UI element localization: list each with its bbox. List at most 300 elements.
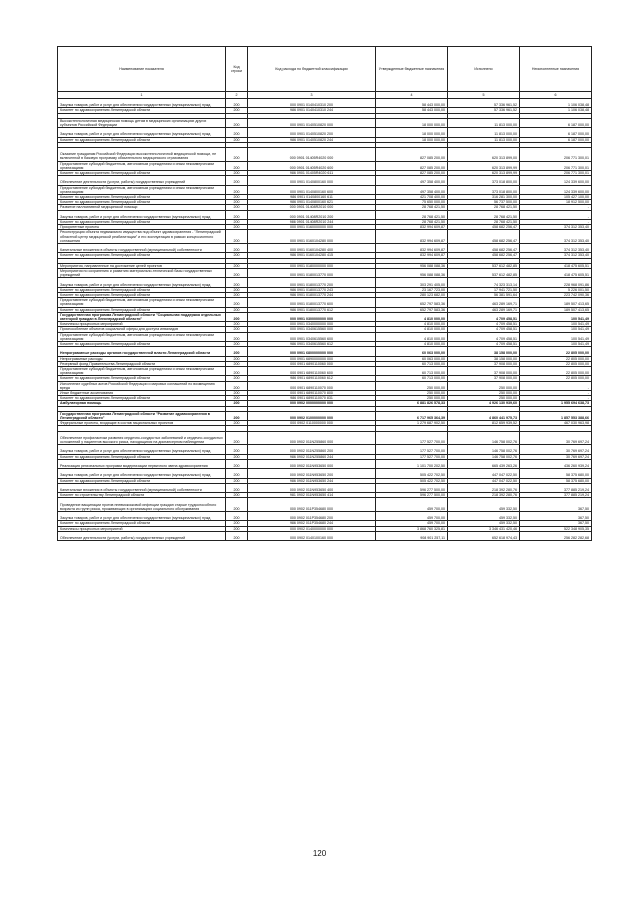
row-executed-amount: 37 908 000,00 (448, 367, 520, 376)
row-unexecuted-amount: 22 805 000,00 (520, 347, 592, 356)
row-line-code: 200 (226, 356, 248, 361)
row-budget-code: 986 0901 0340615560 612 (248, 342, 376, 347)
row-budget-code: 000 0901 0140510820 000 (248, 118, 376, 127)
row-approved-amount: 505 422 702,50 (376, 469, 448, 478)
row-approved-amount: 832 994 609,87 (376, 230, 448, 244)
row-line-code: 200 (226, 263, 248, 268)
row-unexecuted-amount: 256 282 282,68 (520, 531, 592, 540)
row-approved-amount: 303 291 405,00 (376, 278, 448, 287)
row-approved-amount: 4 810 000,00 (376, 312, 448, 321)
page-number: 120 (312, 849, 327, 858)
row-executed-amount: 250 000,00 (448, 396, 520, 401)
row-budget-code: 986 0901 0180013770 244 (248, 292, 376, 297)
row-budget-code: 000 0902 011P354680 000 (248, 498, 376, 512)
column-number: 4 (376, 92, 448, 99)
row-line-code: 200 (226, 268, 248, 277)
row-approved-amount: 250 000,00 (376, 396, 448, 401)
row-line-code: 200 (226, 298, 248, 307)
row-executed-amount: 458 682 256,47 (448, 230, 520, 244)
row-indicator-name: Комитет по здравоохранению Ленинградской области (58, 454, 226, 459)
row-approved-amount: 18 000 000,00 (376, 118, 448, 127)
row-line-code: 200 (226, 498, 248, 512)
row-executed-amount: 17 941 721,50 (448, 287, 520, 292)
row-line-code: 200 (226, 185, 248, 194)
row-budget-code: 000 0901 01405R4020 000 (248, 147, 376, 161)
row-unexecuted-amount: 206 771 300,01 (520, 161, 592, 170)
row-unexecuted-amount: 18 912 500,00 (520, 200, 592, 205)
table-row (58, 200, 592, 205)
column-number: 1 (58, 92, 226, 99)
row-unexecuted-amount: 100 541,49 (520, 332, 592, 341)
row-approved-amount: 58 443 000,00 (376, 108, 448, 113)
row-budget-code: 000 0901 0180013770 600 (248, 298, 376, 307)
row-executed-amount: 316 281 300,00 (448, 194, 520, 199)
row-unexecuted-amount: 374 312 353,40 (520, 230, 592, 244)
table-row (58, 253, 592, 258)
row-line-code: 200 (226, 493, 248, 498)
row-budget-code: 000 0901 01405R4020 600 (248, 161, 376, 170)
row-line-code: 200 (226, 332, 248, 341)
row-executed-amount: 11 813 000,00 (448, 128, 520, 137)
row-unexecuted-amount: - (520, 210, 592, 219)
row-executed-amount: 218 392 280,76 (448, 493, 520, 498)
row-indicator-name: Комитет по здравоохранению Ленинградской области (58, 108, 226, 113)
row-executed-amount: 218 392 280,76 (448, 483, 520, 492)
table-row (58, 381, 592, 390)
row-budget-code: 000 0901 0160104280 400 (248, 243, 376, 252)
table-body (58, 99, 592, 541)
row-indicator-name: Государственная программа Ленинградской области "Развитие здравоохранения в Ленинградской области" (58, 411, 226, 420)
row-indicator-name: Реконструкция объекта недвижимого имущества под объект здравоохранения - "Ленинградский областной центр медицинской реабилитации" и его эксплуатация в рамках концессионного соглашения (58, 230, 226, 244)
row-unexecuted-amount: 418 475 605,51 (520, 263, 592, 268)
row-indicator-name: Комитет по здравоохранению Ленинградской области (58, 292, 226, 297)
table-row (58, 263, 592, 268)
row-approved-amount: 60 713 000,00 (376, 376, 448, 381)
row-indicator-name: Государственная программа Ленинградской области "Социальная поддержка отдельных категорий граждан в Ленинградской области" (58, 312, 226, 321)
row-line-code: 200 (226, 391, 248, 396)
row-indicator-name: Высокотехнологичная медицинская помощь детям в медицинских организациях других субъектов Российской Федерации (58, 118, 226, 127)
row-executed-amount: 28 768 421,50 (448, 210, 520, 219)
table-row (58, 396, 592, 401)
row-budget-code: 000 0901 0160104280 000 (248, 230, 376, 244)
row-line-code: 200 (226, 99, 248, 108)
row-line-code: 200 (226, 342, 248, 347)
row-indicator-name: Закупка товаров, работ и услуг для обеспечения государственных (муниципальных) нужд (58, 278, 226, 287)
row-line-code: 200 (226, 454, 248, 459)
table-row (58, 332, 592, 341)
row-unexecuted-amount: 189 507 413,65 (520, 298, 592, 307)
row-line-code: 200 (226, 381, 248, 390)
row-executed-amount: 459 332,50 (448, 498, 520, 512)
row-approved-amount: 956 088 088,36 (376, 263, 448, 268)
row-indicator-name: Закупка товаров, работ и услуг для обеспечения государственных (муниципальных) нужд (58, 469, 226, 478)
row-unexecuted-amount: 5 226 001,50 (520, 287, 592, 292)
table-row (58, 361, 592, 366)
row-executed-amount: 38 158 000,00 (448, 347, 520, 356)
row-executed-amount: 250 000,00 (448, 391, 520, 396)
table-row (58, 194, 592, 199)
row-line-code: 200 (226, 411, 248, 420)
header-indicator-name: Наименование показателя (58, 47, 226, 92)
row-executed-amount: 459 332,50 (448, 521, 520, 526)
row-indicator-name: Мероприятия, направленные на достижение целей проектов (58, 263, 226, 268)
table-row (58, 367, 592, 376)
row-executed-amount: 37 908 000,00 (448, 376, 520, 381)
table-row (58, 327, 592, 332)
row-executed-amount: 4 709 458,51 (448, 342, 520, 347)
row-approved-amount: 459 700,00 (376, 498, 448, 512)
table-row (58, 483, 592, 492)
row-approved-amount: 177 527 700,00 (376, 431, 448, 445)
row-approved-amount: 832 994 609,87 (376, 243, 448, 252)
header-budget-classification-code: Код расхода по бюджетной классификации (248, 47, 376, 92)
row-executed-amount: 38 158 000,00 (448, 356, 520, 361)
row-line-code: 200 (226, 322, 248, 327)
table-row (58, 478, 592, 483)
row-approved-amount: 1 279 687 902,50 (376, 421, 448, 426)
row-line-code: 200 (226, 292, 248, 297)
row-indicator-name: Предоставление субсидий бюджетным, автономным учреждениям и иным некоммерческим организациям (58, 332, 226, 341)
row-indicator-name: Предоставление субсидий бюджетным, автономным учреждениям и иным некоммерческим организациям (58, 367, 226, 376)
row-indicator-name: Комплексы процессных мероприятий (58, 322, 226, 327)
row-unexecuted-amount: 100 541,49 (520, 342, 592, 347)
row-line-code: 200 (226, 170, 248, 175)
table-row (58, 176, 592, 185)
row-budget-code: 000 0902 011N255860 200 (248, 445, 376, 454)
row-indicator-name: Закупка товаров, работ и услуг для обеспечения государственных (муниципальных) нужд (58, 445, 226, 454)
row-indicator-name: Амбулаторная помощь (58, 401, 226, 406)
row-executed-amount: 57 336 961,52 (448, 99, 520, 108)
row-budget-code: 000 0902 0110000000 000 (248, 421, 376, 426)
row-line-code: 200 (226, 521, 248, 526)
row-approved-amount: 827 085 200,00 (376, 170, 448, 175)
row-unexecuted-amount: 418 475 605,51 (520, 268, 592, 277)
row-indicator-name: Оказание гражданам Российской Федерации высокотехнологичной медицинской помощи, не включенной в базовую программу обязательного медицинского страхования (58, 147, 226, 161)
row-unexecuted-amount: 124 339 600,00 (520, 185, 592, 194)
table-row (58, 108, 592, 113)
row-line-code: 200 (226, 526, 248, 531)
row-indicator-name: Закупка товаров, работ и услуг для обеспечения государственных (муниципальных) нужд (58, 128, 226, 137)
row-budget-code: 000 0901 01408R2010 200 (248, 210, 376, 219)
row-line-code: 200 (226, 312, 248, 321)
row-budget-code: 000 0901 0340000000 000 (248, 322, 376, 327)
row-indicator-name: Предоставление субсидий бюджетным, автономным учреждениям и иным некоммерческим организациям (58, 298, 226, 307)
row-unexecuted-amount: 1 955 694 638,73 (520, 401, 592, 406)
row-budget-code: 000 0901 6890110070 000 (248, 381, 376, 390)
row-budget-code: 000 0901 0140410310 200 (248, 99, 376, 108)
row-executed-amount: 373 018 800,00 (448, 176, 520, 185)
row-budget-code: 986 0902 011N255860 244 (248, 454, 376, 459)
row-unexecuted-amount: 30 769 697,24 (520, 431, 592, 445)
row-budget-code: 986 0901 01408R2010 244 (248, 219, 376, 224)
budget-execution-table (57, 46, 592, 541)
table-row (58, 99, 592, 108)
table-row (58, 147, 592, 161)
row-budget-code: 000 0902 011N953650 000 (248, 459, 376, 468)
row-unexecuted-amount: 6 187 000,00 (520, 128, 592, 137)
row-executed-amount: 458 682 256,47 (448, 225, 520, 230)
row-indicator-name: Комитет по здравоохранению Ленинградской области (58, 521, 226, 526)
row-executed-amount: 812 659 939,52 (448, 421, 520, 426)
row-approved-amount: 908 901 257,11 (376, 531, 448, 540)
row-indicator-name: Проведение вакцинации против пневмококковой инфекции граждан старше трудоспособного возраста из групп риска, проживающих в организациях социального обслуживания (58, 498, 226, 512)
row-approved-amount: 177 527 700,00 (376, 454, 448, 459)
row-approved-amount: 459 700,00 (376, 521, 448, 526)
row-executed-amount: 4 709 458,51 (448, 332, 520, 341)
row-unexecuted-amount: 374 312 353,40 (520, 253, 592, 258)
row-budget-code: 000 0902 011N953650 200 (248, 469, 376, 478)
row-executed-amount: 373 018 800,00 (448, 185, 520, 194)
row-approved-amount: 60 063 000,00 (376, 347, 448, 356)
row-line-code: 200 (226, 478, 248, 483)
table-row (58, 210, 592, 219)
row-approved-amount: 596 277 500,00 (376, 493, 448, 498)
table-row (58, 454, 592, 459)
row-line-code: 200 (226, 431, 248, 445)
row-indicator-name: Комитет по здравоохранению Ленинградской области (58, 170, 226, 175)
row-executed-amount: 250 000,00 (448, 381, 520, 390)
row-budget-code: 000 0902 011N953650 400 (248, 483, 376, 492)
row-unexecuted-amount: 22 805 000,00 (520, 376, 592, 381)
row-budget-code: 000 0901 6890110070 800 (248, 391, 376, 396)
row-indicator-name: Комитет по здравоохранению Ленинградской области (58, 287, 226, 292)
row-budget-code: 986 0902 011P354680 244 (248, 521, 376, 526)
row-line-code: 200 (226, 531, 248, 540)
row-indicator-name: Непрограммные расходы (58, 356, 226, 361)
row-approved-amount: 23 167 723,00 (376, 287, 448, 292)
row-line-code: 200 (226, 128, 248, 137)
column-number-row (58, 92, 592, 99)
row-approved-amount: 4 810 000,00 (376, 322, 448, 327)
table-row (58, 511, 592, 520)
row-executed-amount: 620 313 899,00 (448, 147, 520, 161)
row-approved-amount: 250 000,00 (376, 391, 448, 396)
row-unexecuted-amount: - (520, 219, 592, 224)
row-unexecuted-amount: 58 375 680,00 (520, 469, 592, 478)
budget-report-sheet (57, 46, 591, 541)
row-line-code: 200 (226, 367, 248, 376)
row-line-code: 200 (226, 205, 248, 210)
row-executed-amount: 458 682 256,47 (448, 253, 520, 258)
row-executed-amount: 4 709 458,51 (448, 322, 520, 327)
row-approved-amount: 60 063 000,00 (376, 356, 448, 361)
table-row (58, 278, 592, 287)
row-line-code: 200 (226, 287, 248, 292)
row-budget-code: 986 0901 6890110060 612 (248, 376, 376, 381)
row-unexecuted-amount: 228 968 091,86 (520, 278, 592, 287)
row-line-code: 200 (226, 445, 248, 454)
row-budget-code: 986 0902 011N953650 244 (248, 478, 376, 483)
row-approved-amount: 250 000,00 (376, 381, 448, 390)
row-indicator-name: Обеспечение профилактики развития сердечно-сосудистых заболеваний и сердечно-сосудистых осложнений у пациентов высокого риска, находящихся на диспансерном наблюдении (58, 431, 226, 445)
row-approved-amount: 28 768 421,50 (376, 219, 448, 224)
table-row (58, 411, 592, 420)
row-line-code: 200 (226, 327, 248, 332)
row-executed-amount: 447 047 022,50 (448, 478, 520, 483)
row-unexecuted-amount: 6 187 000,00 (520, 118, 592, 127)
table-row (58, 292, 592, 297)
row-unexecuted-amount: - (520, 381, 592, 390)
row-budget-code: 986 0901 0140410310 244 (248, 108, 376, 113)
column-number: 3 (248, 92, 376, 99)
row-line-code: 200 (226, 459, 248, 468)
row-line-code: 200 (226, 347, 248, 356)
row-unexecuted-amount: 100 541,49 (520, 312, 592, 321)
table-row (58, 521, 592, 526)
row-approved-amount: 4 810 000,00 (376, 332, 448, 341)
header-line-code: Код строки (226, 47, 248, 92)
row-budget-code: 000 0901 0340615560 600 (248, 332, 376, 341)
row-indicator-name: Комитет по здравоохранению Ленинградской области (58, 307, 226, 312)
row-indicator-name: Комитет по здравоохранению Ленинградской области (58, 137, 226, 142)
table-row (58, 161, 592, 170)
row-unexecuted-amount: - (520, 391, 592, 396)
row-unexecuted-amount: 100 541,49 (520, 327, 592, 332)
row-executed-amount: 447 047 022,50 (448, 469, 520, 478)
table-row (58, 347, 592, 356)
row-approved-amount: 177 527 700,00 (376, 445, 448, 454)
table-row (58, 445, 592, 454)
row-unexecuted-amount: 223 742 090,36 (520, 292, 592, 297)
row-approved-amount: 60 713 000,00 (376, 361, 448, 366)
row-approved-amount: 4 810 000,00 (376, 342, 448, 347)
row-budget-code: 000 0901 0160000000 000 (248, 225, 376, 230)
row-executed-amount: 459 332,50 (448, 511, 520, 520)
row-executed-amount: 11 813 000,00 (448, 118, 520, 127)
row-approved-amount: 4 810 000,00 (376, 327, 448, 332)
row-line-code: 200 (226, 137, 248, 142)
row-approved-amount: 505 422 702,50 (376, 478, 448, 483)
row-executed-amount: 57 336 961,52 (448, 108, 520, 113)
row-unexecuted-amount: 367,50 (520, 511, 592, 520)
row-indicator-name: Приспособление объектов социальной сферы для доступа инвалидов (58, 327, 226, 332)
row-unexecuted-amount: 22 805 000,00 (520, 356, 592, 361)
row-indicator-name: Приоритетные проекты (58, 225, 226, 230)
column-number: 5 (448, 92, 520, 99)
row-indicator-name: Комитет по здравоохранению Ленинградской области (58, 200, 226, 205)
row-unexecuted-amount: 1 106 038,48 (520, 108, 592, 113)
column-number: 6 (520, 92, 592, 99)
row-indicator-name: Развитие паллиативной медицинской помощи (58, 205, 226, 210)
row-executed-amount: 74 323 313,14 (448, 278, 520, 287)
row-budget-code: 986 0901 0140800160 611 (248, 194, 376, 199)
row-unexecuted-amount: 22 805 000,00 (520, 361, 592, 366)
row-indicator-name: Иные бюджетные ассигнования (58, 391, 226, 396)
row-budget-code: 000 0901 6890110060 000 (248, 361, 376, 366)
row-approved-amount: 497 358 400,00 (376, 185, 448, 194)
row-approved-amount: 956 088 088,36 (376, 268, 448, 277)
table-row (58, 531, 592, 540)
row-indicator-name: Закупка товаров, работ и услуг для обеспечения государственных (муниципальных) нужд (58, 511, 226, 520)
table-row (58, 459, 592, 468)
row-unexecuted-amount: 467 030 963,98 (520, 421, 592, 426)
row-indicator-name: Реализация региональных программ модернизации первичного звена здравоохранения (58, 459, 226, 468)
row-executed-amount: 4 926 130 939,60 (448, 401, 520, 406)
row-budget-code: 000 0901 0300000000 000 (248, 312, 376, 321)
row-unexecuted-amount: - (520, 396, 592, 401)
row-executed-amount: 665 439 263,26 (448, 459, 520, 468)
table-row (58, 243, 592, 252)
row-executed-amount: 537 612 482,85 (448, 263, 520, 268)
row-executed-amount: 4 709 458,51 (448, 327, 520, 332)
row-approved-amount: 1 101 700 202,50 (376, 459, 448, 468)
row-line-code: 200 (226, 396, 248, 401)
row-executed-amount: 458 682 256,47 (448, 243, 520, 252)
row-approved-amount: 832 994 609,87 (376, 225, 448, 230)
row-indicator-name: Обеспечение деятельности (услуги, работы) государственных учреждений (58, 176, 226, 185)
table-row (58, 298, 592, 307)
row-budget-code: 000 0901 0140800160 000 (248, 176, 376, 185)
table-row (58, 421, 592, 426)
table-row (58, 498, 592, 512)
row-line-code: 200 (226, 194, 248, 199)
row-budget-code: 986 0901 0180013770 243 (248, 287, 376, 292)
table-row (58, 230, 592, 244)
row-executed-amount: 56 381 591,64 (448, 292, 520, 297)
row-executed-amount: 146 758 002,76 (448, 431, 520, 445)
row-line-code: 200 (226, 376, 248, 381)
row-approved-amount: 75 650 000,00 (376, 200, 448, 205)
row-unexecuted-amount: 436 260 939,24 (520, 459, 592, 468)
row-indicator-name: Закупка товаров, работ и услуг для обеспечения государственных (муниципальных) нужд (58, 210, 226, 219)
row-line-code: 200 (226, 511, 248, 520)
table-row (58, 312, 592, 321)
row-executed-amount: 11 813 000,00 (448, 137, 520, 142)
table-row (58, 219, 592, 224)
row-budget-code: 000 0902 0140000000 000 (248, 526, 376, 531)
row-executed-amount: 146 758 002,76 (448, 454, 520, 459)
table-row (58, 128, 592, 137)
row-unexecuted-amount: - (520, 205, 592, 210)
row-line-code: 200 (226, 161, 248, 170)
row-budget-code: 986 0901 6890110070 831 (248, 396, 376, 401)
row-line-code: 200 (226, 253, 248, 258)
row-line-code: 200 (226, 230, 248, 244)
row-indicator-name: Закупка товаров, работ и услуг для обеспечения государственных (муниципальных) нужд (58, 99, 226, 108)
row-executed-amount: 37 908 000,00 (448, 361, 520, 366)
table-row (58, 493, 592, 498)
row-unexecuted-amount: 124 339 600,00 (520, 176, 592, 185)
row-line-code: 200 (226, 147, 248, 161)
row-indicator-name: Комитет по строительству Ленинградской области (58, 493, 226, 498)
row-unexecuted-amount: 1 857 553 388,66 (520, 411, 592, 420)
row-line-code: 200 (226, 401, 248, 406)
row-line-code: 200 (226, 219, 248, 224)
row-budget-code: 000 0901 0180013770 200 (248, 278, 376, 287)
row-approved-amount: 28 768 421,50 (376, 205, 448, 210)
row-approved-amount: 18 000 000,00 (376, 128, 448, 137)
table-row (58, 469, 592, 478)
row-approved-amount: 58 443 000,00 (376, 99, 448, 108)
row-executed-amount: 28 768 421,50 (448, 205, 520, 210)
row-executed-amount: 4 709 458,51 (448, 312, 520, 321)
row-line-code: 200 (226, 307, 248, 312)
row-unexecuted-amount: 22 805 000,00 (520, 367, 592, 376)
row-line-code: 200 (226, 278, 248, 287)
row-line-code: 200 (226, 483, 248, 492)
row-unexecuted-amount: 6 187 000,00 (520, 137, 592, 142)
table-row (58, 287, 592, 292)
row-line-code: 200 (226, 361, 248, 366)
row-line-code: 200 (226, 243, 248, 252)
row-indicator-name: Комитет по здравоохранению Ленинградской области (58, 194, 226, 199)
row-line-code: 200 (226, 118, 248, 127)
row-budget-code: 000 0902 0140100160 000 (248, 531, 376, 540)
row-unexecuted-amount: 189 507 413,65 (520, 307, 592, 312)
row-unexecuted-amount: 374 312 353,40 (520, 243, 592, 252)
row-executed-amount: 620 313 899,99 (448, 170, 520, 175)
row-unexecuted-amount: 374 312 353,40 (520, 225, 592, 230)
